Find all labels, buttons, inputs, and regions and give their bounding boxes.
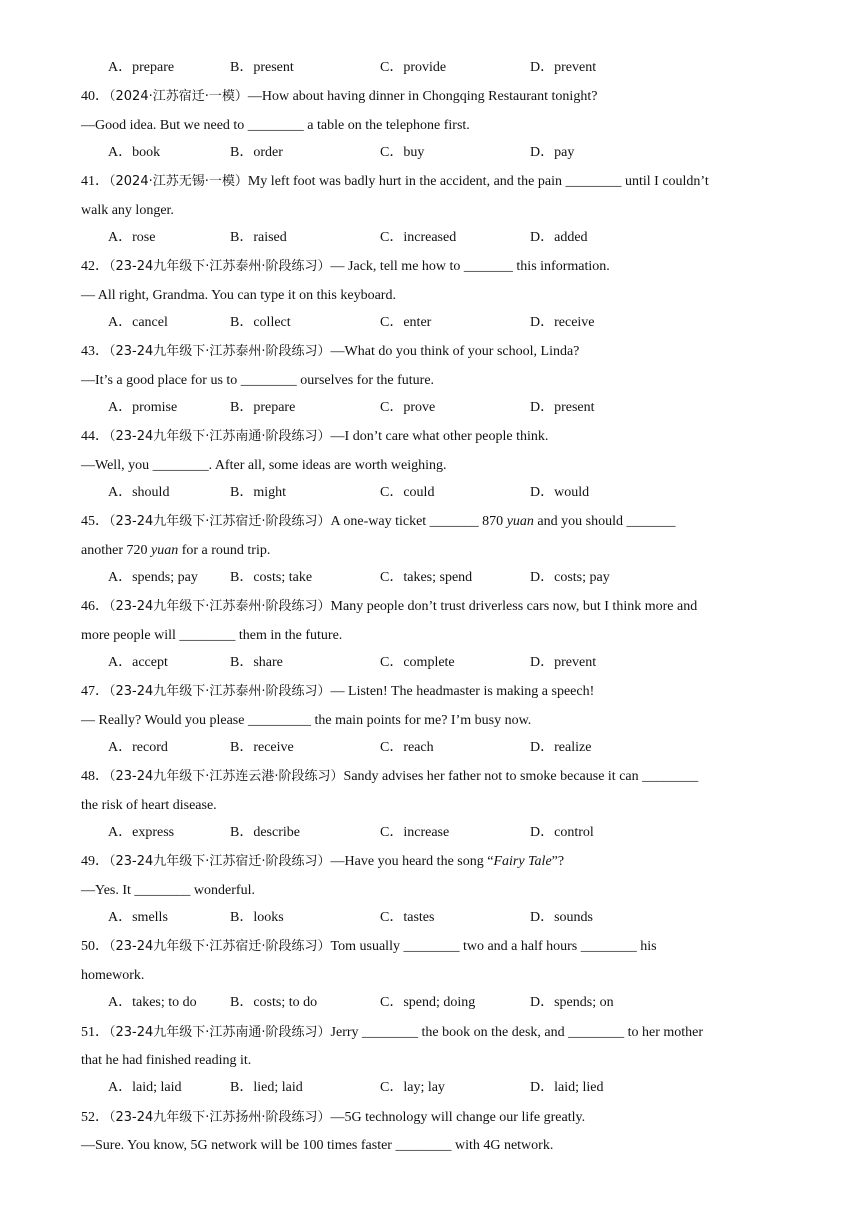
question-51-line-1 [81,1024,703,1042]
option-a: A．promise [108,400,178,415]
option-d: D．pay [530,145,575,160]
question-number: 51． [81,1025,109,1040]
option-d: D．receive [530,315,595,330]
question-text: A one-way ticket _______ 870 [330,514,507,529]
question-49-line-1 [81,853,564,871]
option-b: B．describe [230,825,300,840]
question-40-line-2: —Good idea. But we need to ________ a table on the telephone first. [81,118,470,133]
option-a: A．express [108,825,175,840]
question-45-line-2 [81,542,270,560]
question-45-line-1 [81,513,675,531]
option-c: C．buy [380,145,425,160]
question-text: Many people don’t trust driverless cars now, but I think more and [330,599,698,614]
question-text: —How about having dinner in Chongqing Restaurant tonight? [247,89,598,104]
option-d: D．spends; on [530,995,614,1010]
option-c: C．prove [380,400,436,415]
option-c: C．could [380,485,435,500]
option-c: C．tastes [380,910,435,925]
question-50-line-2: homework. [81,968,145,983]
question-number: 43． [81,344,109,359]
option-c: C．takes; spend [380,570,473,585]
question-text: Sandy advises her father not to smoke because it can ________ [343,769,699,784]
option-a: A．takes; to do [108,995,197,1010]
question-47-line-2: — Really? Would you please _________ the main points for me? I’m busy now. [81,713,532,728]
question-text: ”? [551,854,565,869]
question-text: — Listen! The headmaster is making a speech! [330,684,595,699]
question-47-line-1 [81,683,594,701]
option-a: A．spends; pay [108,570,198,585]
question-48-line-2: the risk of heart disease. [81,798,217,813]
question-text: —5G technology will change our life greatly. [330,1110,586,1125]
question-source: （23-24九年级下·江苏泰州·阶段练习） [109,599,331,614]
question-number: 52． [81,1110,109,1125]
question-source: （23-24九年级下·江苏泰州·阶段练习） [109,344,331,359]
option-d: D．prevent [530,655,597,670]
question-42-line-2: — All right, Grandma. You can type it on this keyboard. [81,288,396,303]
option-d: D．laid; lied [530,1080,604,1095]
option-d: D．control [530,825,594,840]
question-42-line-1 [81,258,610,276]
option-b: B．collect [230,315,291,330]
question-source: （23-24九年级下·江苏扬州·阶段练习） [109,1110,331,1125]
question-text: — Jack, tell me how to _______ this information. [330,259,610,274]
question-50-line-1 [81,938,657,956]
option-d: D．sounds [530,910,594,925]
question-46-line-1 [81,598,697,616]
question-source: （23-24九年级下·江苏连云港·阶段练习） [109,769,344,784]
italic-word: yuan [150,543,179,558]
option-b: B．looks [230,910,284,925]
question-source: （2024·江苏宿迁·一模） [109,89,248,104]
question-number: 40． [81,89,109,104]
option-c: C．enter [380,315,432,330]
question-source: （23-24九年级下·江苏泰州·阶段练习） [109,684,331,699]
question-text: —What do you think of your school, Linda? [330,344,580,359]
question-43-line-1 [81,343,579,361]
option-c: C．provide [380,60,447,75]
option-b: B．raised [230,230,287,245]
italic-word: yuan [506,514,534,529]
question-44-line-2: —Well, you ________. After all, some ideas are worth weighing. [81,458,447,473]
option-b: B．costs; to do [230,995,318,1010]
question-text: and you should _______ [533,514,676,529]
question-source: （23-24九年级下·江苏宿迁·阶段练习） [109,854,331,869]
option-b: B．share [230,655,283,670]
question-40-line-1 [81,88,597,106]
option-b: B．receive [230,740,294,755]
option-c: C．spend; doing [380,995,476,1010]
option-b: B．costs; take [230,570,313,585]
question-text: —I don’t care what other people think. [330,429,549,444]
option-d: D．costs; pay [530,570,610,585]
question-number: 47． [81,684,109,699]
question-number: 49． [81,854,109,869]
question-number: 42． [81,259,109,274]
option-c: C．increase [380,825,450,840]
question-49-line-2: —Yes. It ________ wonderful. [81,883,255,898]
question-source: （23-24九年级下·江苏宿迁·阶段练习） [109,939,331,954]
option-a: A．record [108,740,168,755]
option-a: A．laid; laid [108,1080,182,1095]
question-48-line-1 [81,768,698,786]
question-number: 46． [81,599,109,614]
option-d: D．prevent [530,60,597,75]
option-b: B．lied; laid [230,1080,303,1095]
question-text: for a round trip. [178,543,271,558]
question-source: （23-24九年级下·江苏南通·阶段练习） [109,1025,331,1040]
question-source: （23-24九年级下·江苏宿迁·阶段练习） [109,514,331,529]
option-a: A．smells [108,910,168,925]
question-number: 41． [81,174,109,189]
question-number: 50． [81,939,109,954]
question-number: 48． [81,769,109,784]
option-a: A．rose [108,230,156,245]
italic-title: Fairy Tale [493,854,552,869]
option-c: C．lay; lay [380,1080,445,1095]
question-52-line-2: —Sure. You know, 5G network will be 100 times faster ________ with 4G network. [81,1138,554,1153]
question-source: （23-24九年级下·江苏泰州·阶段练习） [109,259,331,274]
option-d: D．added [530,230,588,245]
question-text: —Have you heard the song “ [330,854,494,869]
option-a: A．prepare [108,60,175,75]
option-b: B．order [230,145,283,160]
question-46-line-2: more people will ________ them in the future. [81,628,343,643]
option-d: D．present [530,400,595,415]
option-c: C．increased [380,230,457,245]
question-44-line-1 [81,428,548,446]
question-51-line-2: that he had finished reading it. [81,1053,252,1068]
option-a: A．book [108,145,161,160]
question-text: Jerry ________ the book on the desk, and ________ to her mother [330,1025,704,1040]
question-43-line-2: —It’s a good place for us to ________ ourselves for the future. [81,373,435,388]
question-source: （23-24九年级下·江苏南通·阶段练习） [109,429,331,444]
option-a: A．cancel [108,315,168,330]
option-a: A．accept [108,655,168,670]
question-text: My left foot was badly hurt in the accident, and the pain ________ until I couldn’t [247,174,709,189]
option-b: B．present [230,60,294,75]
question-text: Tom usually ________ two and a half hours ________ his [330,939,657,954]
question-number: 45． [81,514,109,529]
option-b: B．prepare [230,400,296,415]
option-c: C．complete [380,655,455,670]
question-41-line-2: walk any longer. [81,203,174,218]
option-b: B．might [230,485,287,500]
option-d: D．would [530,485,590,500]
option-c: C．reach [380,740,434,755]
option-d: D．realize [530,740,592,755]
question-52-line-1 [81,1109,585,1127]
question-source: （2024·江苏无锡·一模） [109,174,248,189]
option-a: A．should [108,485,170,500]
question-41-line-1 [81,173,709,191]
question-number: 44． [81,429,109,444]
question-text: another 720 [81,543,151,558]
